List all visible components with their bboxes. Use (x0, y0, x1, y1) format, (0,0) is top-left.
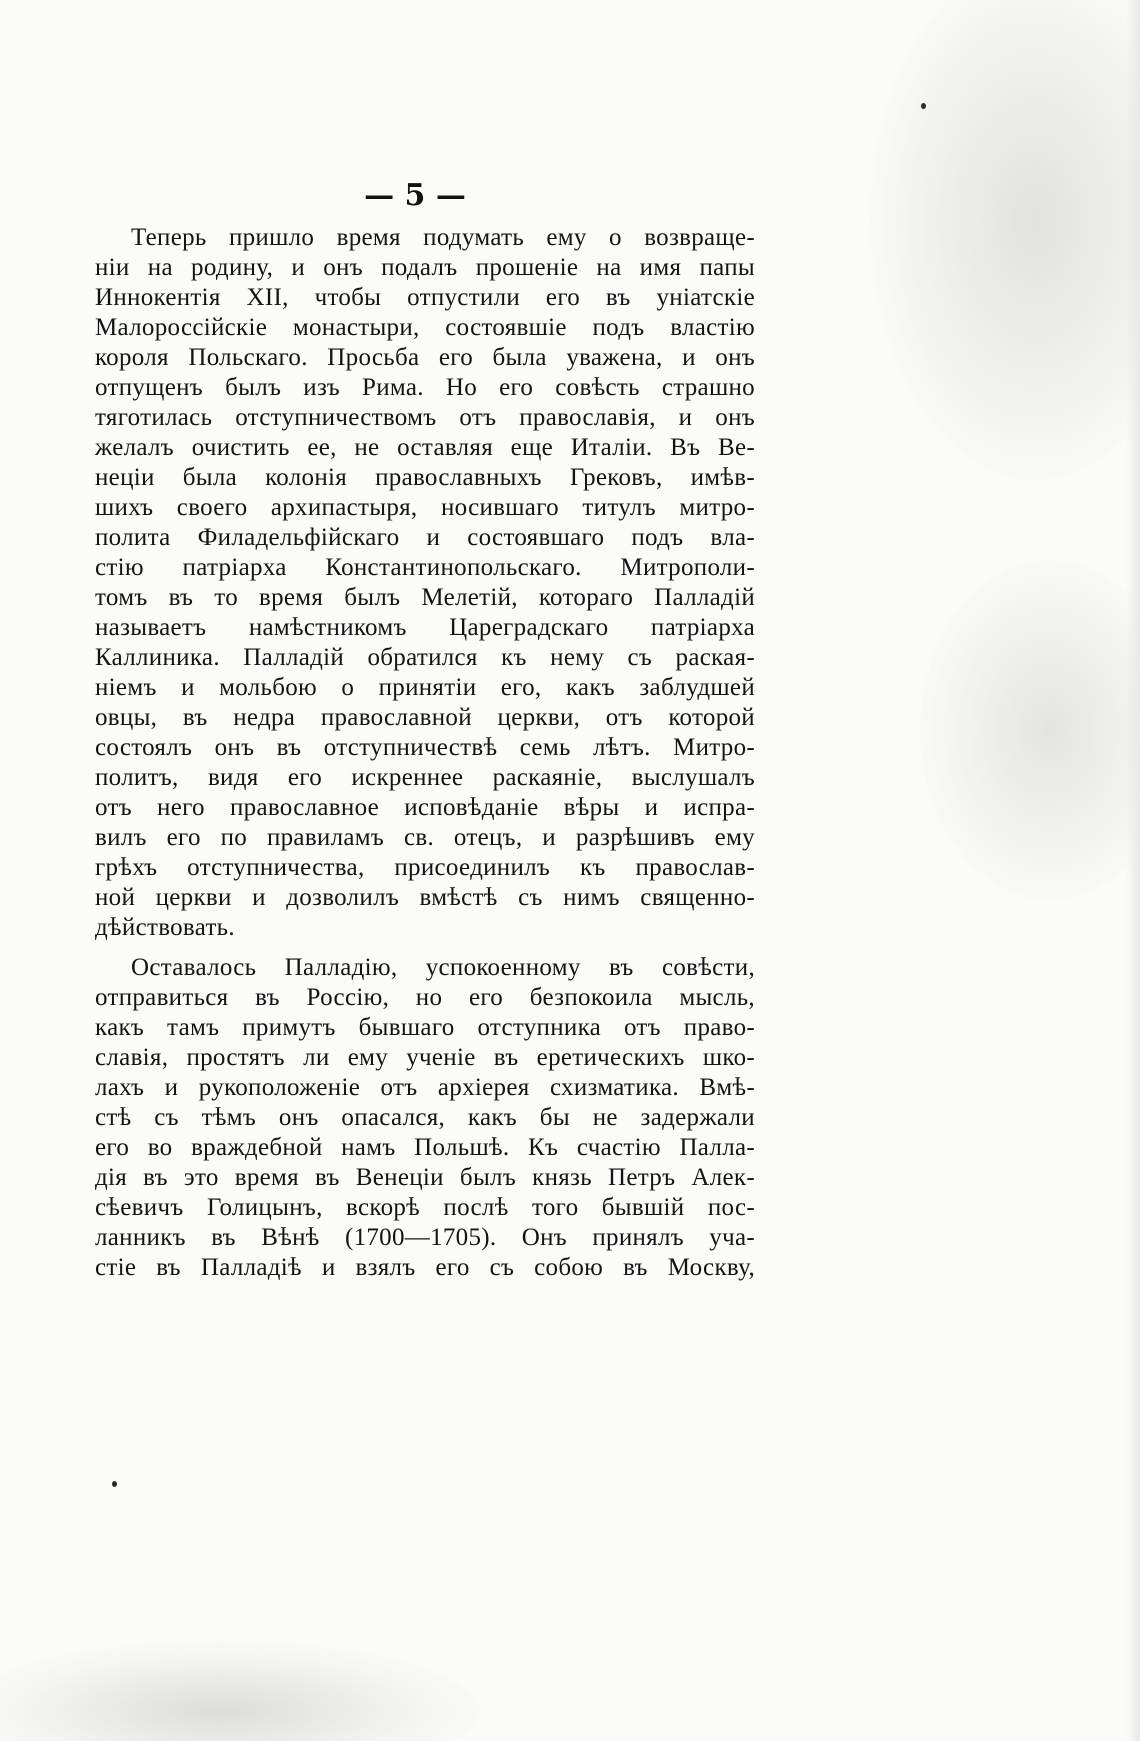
text-line: короля Польскаго. Просьба его была уважена, и онъ (95, 344, 755, 371)
text-line: тяготилась отступничествомъ отъ православія, и онъ (95, 404, 755, 431)
text-line: Каллиника. Палладій обратился къ нему съ раская- (95, 644, 755, 671)
text-line: Оставалось Палладію, успокоенному въ совѣсти, (131, 954, 755, 981)
text-line: Иннокентія XII, чтобы отпустили его въ уніатскіе (95, 284, 755, 311)
text-line: отправиться въ Россію, но его безпокоила мысль, (95, 984, 755, 1011)
text-line: стію патріарха Константинопольскаго. Митрополи- (95, 554, 755, 581)
text-line: его во враждебной намъ Польшѣ. Къ счастію Палла- (95, 1134, 755, 1161)
text-line: ной церкви и дозволилъ вмѣстѣ съ нимъ священно- (95, 884, 755, 911)
text-line: какъ тамъ примутъ бывшаго отступника отъ право- (95, 1014, 755, 1041)
text-line: Теперь пришло время подумать ему о возвраще- (131, 224, 755, 251)
text-line: дія въ это время въ Венеціи былъ князь Петръ Алек- (95, 1164, 755, 1191)
text-line: вилъ его по правиламъ св. отецъ, и разрѣшивъ ему (95, 824, 755, 851)
text-line: ланникъ въ Вѣнѣ (1700—1705). Онъ принялъ уча- (95, 1224, 755, 1251)
text-line: стѣ съ тѣмъ онъ опасался, какъ бы не задержали (95, 1104, 755, 1131)
text-line: отпущенъ былъ изъ Рима. Но его совѣсть страшно (95, 374, 755, 401)
page-edge-shadow (1126, 0, 1140, 1741)
paragraph-gap (95, 943, 755, 953)
body-text (95, 223, 755, 1283)
text-line: шихъ своего архипастыря, носившаго титулъ митро- (95, 494, 755, 521)
text-line: полита Филадельфійскаго и состоявшаго подъ вла- (95, 524, 755, 551)
paper-stain (920, 560, 1140, 900)
page-number: — 5 — (364, 178, 466, 213)
text-line: ніи на родину, и онъ подалъ прошеніе на имя папы (95, 254, 755, 281)
paragraph (95, 953, 755, 1283)
text-line: сѣевичъ Голицынъ, вскорѣ послѣ того бывшій пос- (95, 1194, 755, 1221)
text-line: славія, простятъ ли ему ученіе въ еретическихъ шко- (95, 1044, 755, 1071)
paper-stain (870, 0, 1140, 480)
text-line: дѣйствовать. (95, 914, 235, 941)
text-line: грѣхъ отступничества, присоединилъ къ православ- (95, 854, 755, 881)
text-line: отъ него православное исповѣданіе вѣры и испра- (95, 794, 755, 821)
paragraph (95, 223, 755, 943)
text-line: неціи была колонія православныхъ Грековъ, имѣв- (95, 464, 755, 491)
text-line: называетъ намѣстникомъ Цареградскаго патріарха (95, 614, 755, 641)
text-line: овцы, въ недра православной церкви, отъ которой (95, 704, 755, 731)
ink-speck (112, 1481, 117, 1487)
ink-speck (921, 103, 926, 109)
text-line: политъ, видя его искреннее раскаяніе, выслушалъ (95, 764, 755, 791)
paper-stain (0, 1641, 480, 1741)
text-line: Малороссійскіе монастыри, состоявшіе подъ властію (95, 314, 755, 341)
text-line: томъ въ то время былъ Мелетій, котораго Палладій (95, 584, 755, 611)
text-line: лахъ и рукоположеніе отъ архіерея схизматика. Вмѣ- (95, 1074, 755, 1101)
text-line: ніемъ и мольбою о принятіи его, какъ заблудшей (95, 674, 755, 701)
text-line: желалъ очистить ее, не оставляя еще Италіи. Въ Ве- (95, 434, 755, 461)
text-line: состоялъ онъ въ отступничествѣ семь лѣтъ. Митро- (95, 734, 755, 761)
text-line: стіе въ Палладіѣ и взялъ его съ собою въ Москву, (95, 1254, 755, 1281)
